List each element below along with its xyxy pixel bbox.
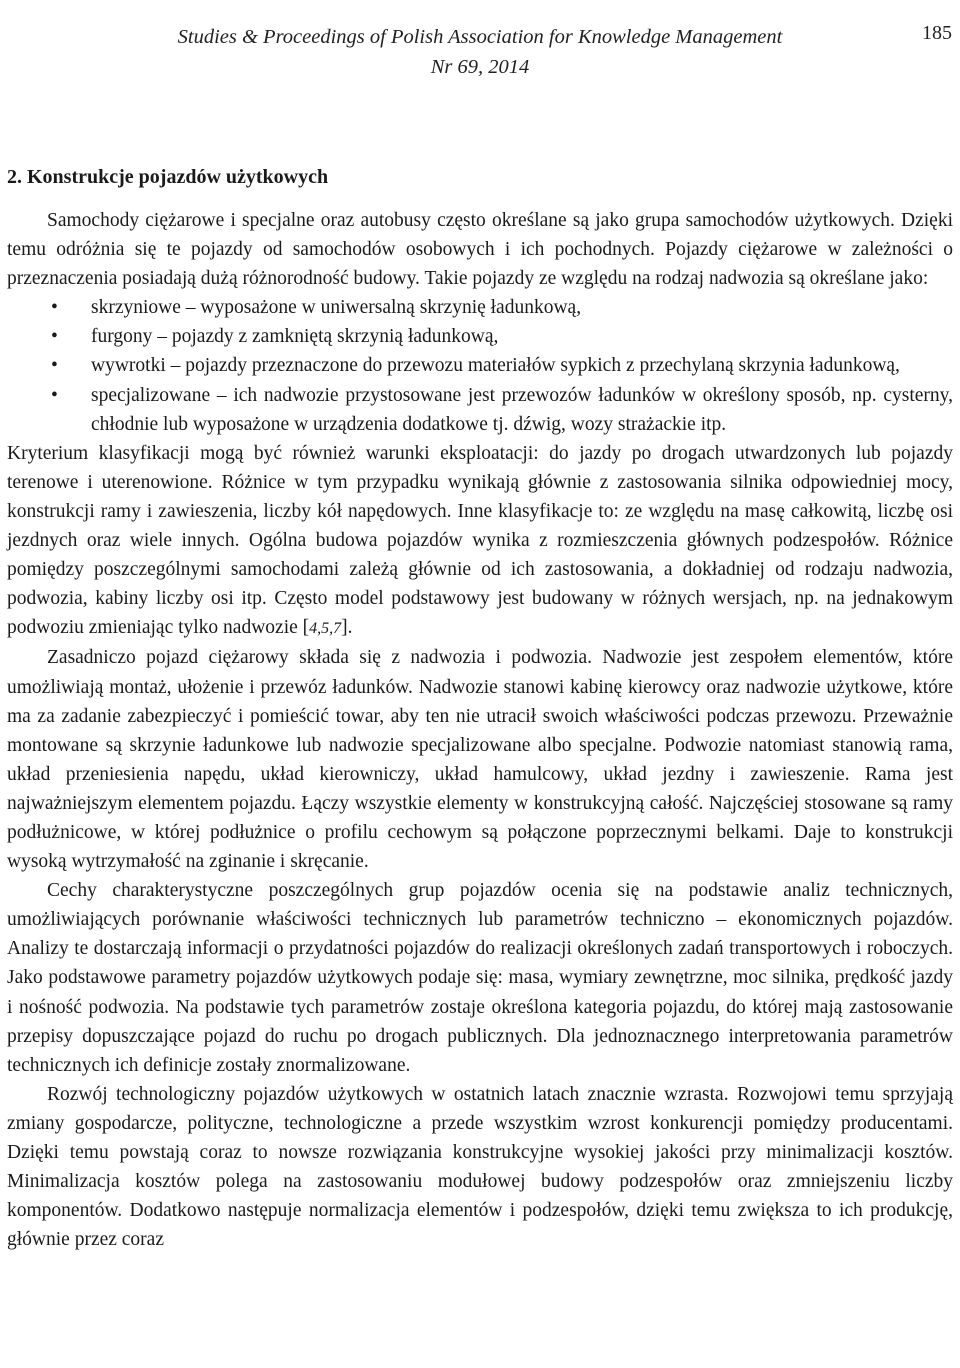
list-item-text: wywrotki – pojazdy przeznaczone do przewozu materiałów sypkich z przechylaną skrzynia ładunkową,	[91, 355, 900, 377]
development-paragraph: Rozwój technologiczny pojazdów użytkowych w ostatnich latach znacznie wzrasta. Rozwojowi temu sprzyjają zmiany gospodarcze, polityczne, technologiczne a przede wszystkim wzrost konkurencji pomiędzy producentami. Dzięki temu powstają coraz to nowsze rozwiązania konstrukcyjne wysokiej jakości przy minimalizacji kosztów. Minimalizacja kosztów polega na zastosowaniu modułowej budowy podzespołów oraz zmniejszeniu liczby komponentów. Dodatkowo następuje normalizacja elementów i podzespołów, dzięki temu zwiększa to ich produkcję, głównie przez coraz	[7, 1083, 953, 1251]
journal-title: Studies & Proceedings of Polish Association for Knowledge Management	[177, 26, 783, 48]
bullet-icon: •	[51, 355, 58, 377]
section-title: 2. Konstrukcje pojazdów użytkowych	[7, 166, 329, 188]
paragraph-text: Kryterium klasyfikacji mogą być również warunki eksploatacji: do jazdy po drogach utwardzonych lub pojazdy terenowe i uterenowione. Różnice w tym przypadku wynikają głównie z zastosowania silnika odpowiedniej mocy, konstrukcji ramy i zawieszenia, liczby kół napędowych. Inne klasyfikacje to: ze względu na masę całkowitą, liczbę osi jezdnych oraz wiele innych. Ogólna budowa pojazdów wynika z rozmieszczenia głównych podzespołów. Różnice pomiędzy poszczególnymi samochodami zależą głównie od ich zastosowania, a dokładniej od rodzaju nadwozia, podwozia, kabiny liczby osi itp. Często model podstawowy jest budowany w różnych wersjach, np. na jednakowym podwoziu zmieniając tylko nadwozie [	[7, 442, 953, 639]
list-item	[7, 381, 953, 439]
parameters-paragraph: Cechy charakterystyczne poszczególnych grup pojazdów ocenia się na podstawie analiz technicznych, umożliwiających porównanie właściwości technicznych lub parametrów techniczno – ekonomicznych pojazdów. Analizy te dostarczają informacji o przydatności pojazdów do realizacji określonych zadań transportowych i roboczych. Jako podstawowe parametry pojazdów użytkowych podaje się: masa, wymiary zewnętrzne, moc silnika, prędkość jazdy i nośność podwozia. Na podstawie tych parametrów zostaje określona kategoria pojazdu, do której mają zastosowanie przepisy dopuszczające pojazd do ruchu po drogach publicznych. Dla jednoznacznego interpretowania parametrów technicznych ich definicje zostały znormalizowane.	[7, 880, 953, 1076]
journal-issue: Nr 69, 2014	[430, 56, 530, 78]
list-item-text: specjalizowane – ich nadwozie przystosowane jest przewozów ładunków w określony sposób, np. cysterny, chłodnie lub wyposażone w urządzenia dodatkowe tj. dźwig, wozy strażackie itp.	[91, 384, 953, 435]
article-body	[7, 163, 953, 1254]
bullet-icon: •	[51, 384, 58, 406]
intro-paragraph: Samochody ciężarowe i specjalne oraz autobusy często określane są jako grupa samochodów użytkowych. Dzięki temu odróżnia się te pojazdy od samochodów osobowych i ich pochodnych. Pojazdy ciężarowe w zależności o przeznaczenia posiadają dużą różnorodność budowy. Takie pojazdy ze względu na rodzaj nadwozia są określane jako:	[7, 210, 953, 290]
list-item	[7, 351, 953, 380]
list-item-text: skrzyniowe – wyposażone w uniwersalną skrzynię ładunkową,	[91, 297, 582, 319]
chassis-paragraph: Zasadniczo pojazd ciężarowy składa się z nadwozia i podwozia. Nadwozie jest zespołem elementów, które umożliwiają montaż, ułożenie i przewóz ładunków. Nadwozie stanowi kabinę kierowcy oraz nadwozie użytkowe, które ma za zadanie zabezpieczyć i pomieścić towar, aby ten nie utracił swoich właściwości podczas przewozu. Przeważnie montowane są skrzynie ładunkowe lub nadwozie specjalizowane albo specjalne. Podwozie natomiast stanowią rama, układ przeniesienia napędu, układ kierowniczy, układ hamulcowy, układ jezdny i zawieszenie. Rama jest najważniejszym elementem pojazdu. Łączy wszystkie elementy w konstrukcyjną całość. Najczęściej stosowane są ramy podłużnicowe, w której podłużnice o profilu cechowym są połączone poprzecznymi belkami. Daje to konstrukcji wysoką wytrzymałość na zginanie i skręcanie.	[7, 647, 953, 873]
page-number: 185	[922, 22, 952, 44]
body-type-list	[7, 293, 953, 438]
list-item	[7, 322, 953, 351]
list-item	[7, 293, 953, 322]
running-header	[0, 22, 960, 82]
bullet-icon: •	[51, 326, 58, 348]
list-item-text: furgony – pojazdy z zamkniętą skrzynią ładunkową,	[91, 326, 499, 348]
citation-close: ].	[341, 617, 353, 639]
citation-refs: 4,5,7	[309, 620, 342, 638]
classification-paragraph	[7, 439, 953, 644]
bullet-icon: •	[51, 297, 58, 319]
